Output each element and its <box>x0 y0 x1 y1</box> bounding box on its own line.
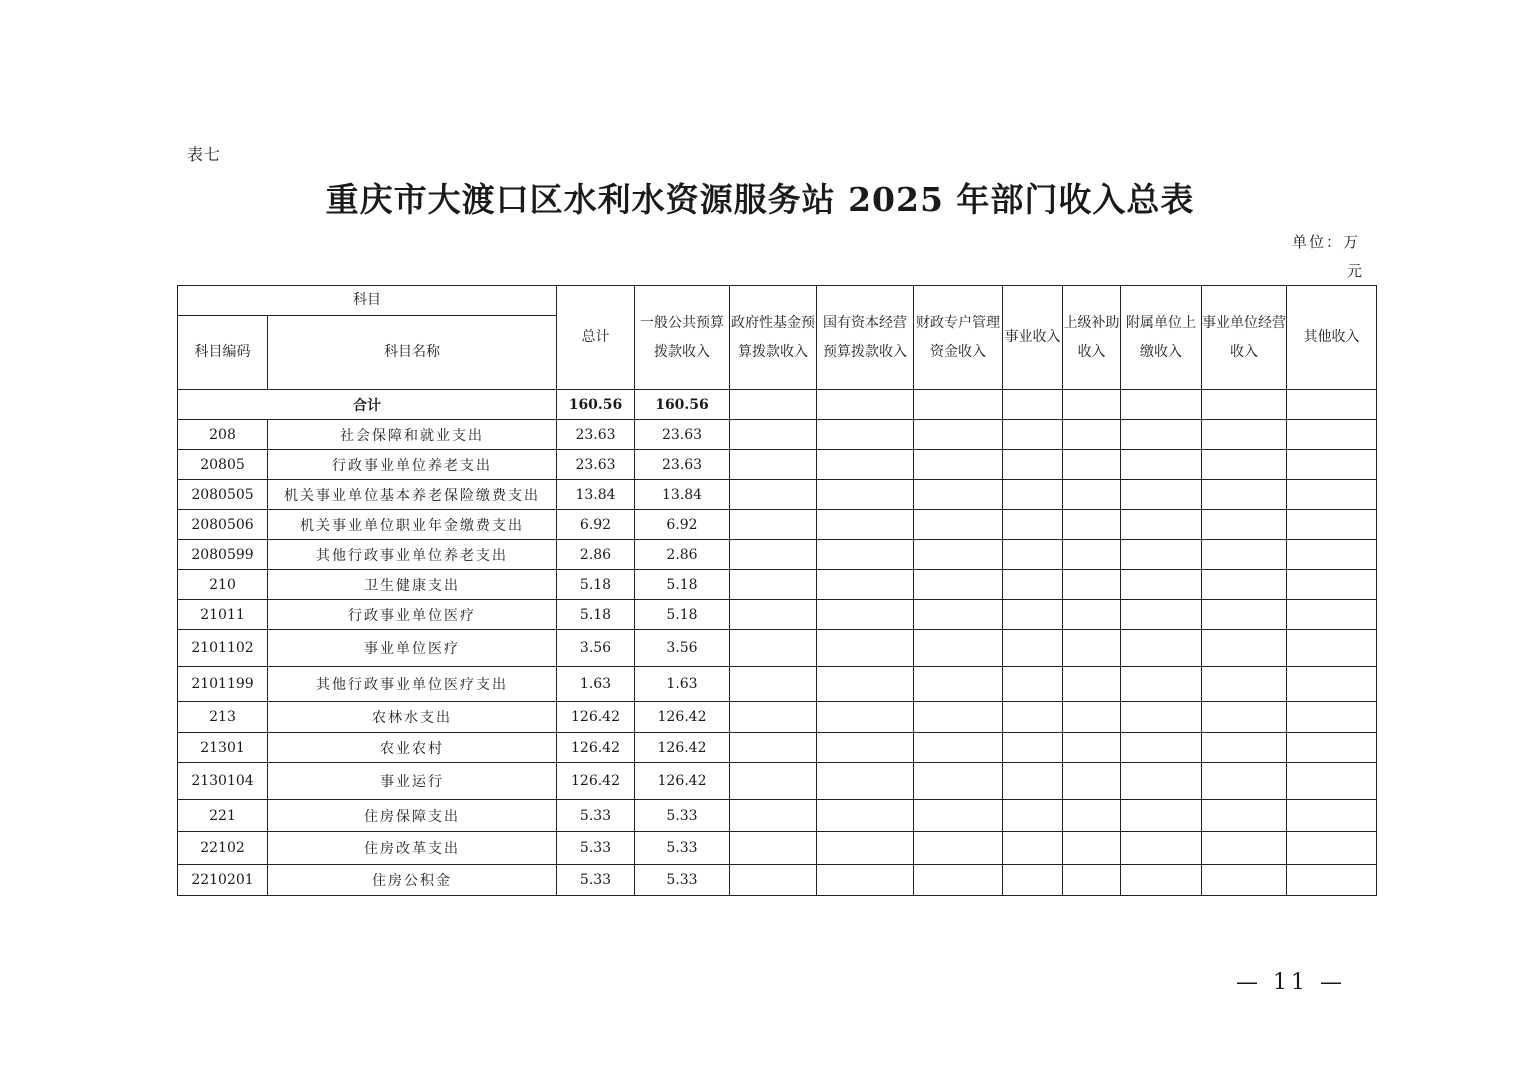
general-budget-cell: 5.33 <box>635 800 730 832</box>
code-cell: 2080599 <box>178 540 268 570</box>
code-cell: 2101199 <box>178 667 268 702</box>
table-row <box>178 763 1377 800</box>
code-cell: 22102 <box>178 832 268 865</box>
code-cell: 21011 <box>178 600 268 630</box>
code-cell: 2101102 <box>178 630 268 667</box>
table-row <box>178 865 1377 896</box>
name-cell: 事业单位医疗 <box>268 630 557 667</box>
name-cell: 其他行政事业单位养老支出 <box>268 540 557 570</box>
general-budget-cell: 5.18 <box>635 570 730 600</box>
general-budget-cell: 3.56 <box>635 630 730 667</box>
header-special-fund: 财政专户管理资金收入 <box>914 286 1003 390</box>
total-label: 合计 <box>178 390 557 420</box>
code-cell: 2210201 <box>178 865 268 896</box>
table-row <box>178 480 1377 510</box>
table-row <box>178 630 1377 667</box>
total-cell: 5.33 <box>557 800 635 832</box>
general-budget-cell: 6.92 <box>635 510 730 540</box>
total-cell: 5.33 <box>557 865 635 896</box>
name-cell: 其他行政事业单位医疗支出 <box>268 667 557 702</box>
header-other: 其他收入 <box>1287 286 1377 390</box>
name-cell: 行政事业单位养老支出 <box>268 450 557 480</box>
general-budget-cell: 126.42 <box>635 702 730 733</box>
total-cell: 5.18 <box>557 570 635 600</box>
name-cell: 住房保障支出 <box>268 800 557 832</box>
table-row <box>178 510 1377 540</box>
total-cell: 13.84 <box>557 480 635 510</box>
table-row <box>178 600 1377 630</box>
name-cell: 社会保障和就业支出 <box>268 420 557 450</box>
table-row <box>178 667 1377 702</box>
header-total: 总计 <box>557 286 635 390</box>
unit-label-line1: 单位：万 <box>1292 233 1361 251</box>
general-budget-cell: 23.63 <box>635 420 730 450</box>
name-cell: 农业农村 <box>268 733 557 763</box>
unit-label <box>1292 228 1372 286</box>
total-cell: 3.56 <box>557 630 635 667</box>
header-business-income: 事业收入 <box>1003 286 1063 390</box>
table-row <box>178 570 1377 600</box>
code-cell: 20805 <box>178 450 268 480</box>
name-cell: 机关事业单位基本养老保险缴费支出 <box>268 480 557 510</box>
header-subject-group: 科目 <box>178 286 557 316</box>
table-row <box>178 540 1377 570</box>
unit-label-line2: 元 <box>1346 262 1364 280</box>
total-cell: 2.86 <box>557 540 635 570</box>
header-state-capital: 国有资本经营预算拨款收入 <box>817 286 914 390</box>
header-name: 科目名称 <box>268 316 557 390</box>
document-title: 重庆市大渡口区水利水资源服务站 2025 年部门收入总表 <box>325 180 1195 219</box>
total-cell: 126.42 <box>557 763 635 800</box>
total-cell: 5.18 <box>557 600 635 630</box>
code-cell: 221 <box>178 800 268 832</box>
general-budget-cell: 5.33 <box>635 832 730 865</box>
total-cell: 126.42 <box>557 733 635 763</box>
total-cell: 23.63 <box>557 450 635 480</box>
name-cell: 农林水支出 <box>268 702 557 733</box>
code-cell: 2080506 <box>178 510 268 540</box>
general-budget-cell: 5.18 <box>635 600 730 630</box>
income-summary-table <box>177 285 1377 896</box>
page-number: — 11 — <box>1236 970 1346 995</box>
header-superior-subsidy: 上级补助收入 <box>1063 286 1121 390</box>
total-cell: 1.63 <box>557 667 635 702</box>
name-cell: 住房公积金 <box>268 865 557 896</box>
header-general-budget: 一般公共预算拨款收入 <box>635 286 730 390</box>
table-row <box>178 450 1377 480</box>
general-budget-cell: 160.56 <box>635 390 730 420</box>
name-cell: 卫生健康支出 <box>268 570 557 600</box>
header-affiliated: 附属单位上缴收入 <box>1121 286 1202 390</box>
general-budget-cell: 1.63 <box>635 667 730 702</box>
table-row <box>178 832 1377 865</box>
name-cell: 机关事业单位职业年金缴费支出 <box>268 510 557 540</box>
table-row <box>178 420 1377 450</box>
total-row <box>178 390 1377 420</box>
total-cell: 23.63 <box>557 420 635 450</box>
code-cell: 208 <box>178 420 268 450</box>
total-cell: 6.92 <box>557 510 635 540</box>
general-budget-cell: 13.84 <box>635 480 730 510</box>
general-budget-cell: 23.63 <box>635 450 730 480</box>
code-cell: 2080505 <box>178 480 268 510</box>
table-row <box>178 800 1377 832</box>
code-cell: 2130104 <box>178 763 268 800</box>
header-gov-fund: 政府性基金预算拨款收入 <box>730 286 817 390</box>
general-budget-cell: 5.33 <box>635 865 730 896</box>
total-cell: 5.33 <box>557 832 635 865</box>
code-cell: 213 <box>178 702 268 733</box>
table-number: 表七 <box>187 145 222 164</box>
header-code: 科目编码 <box>178 316 268 390</box>
total-cell: 126.42 <box>557 702 635 733</box>
table-row <box>178 733 1377 763</box>
name-cell: 事业运行 <box>268 763 557 800</box>
general-budget-cell: 2.86 <box>635 540 730 570</box>
total-cell: 160.56 <box>557 390 635 420</box>
general-budget-cell: 126.42 <box>635 733 730 763</box>
name-cell: 住房改革支出 <box>268 832 557 865</box>
code-cell: 210 <box>178 570 268 600</box>
table-row <box>178 702 1377 733</box>
general-budget-cell: 126.42 <box>635 763 730 800</box>
name-cell: 行政事业单位医疗 <box>268 600 557 630</box>
code-cell: 21301 <box>178 733 268 763</box>
header-operating: 事业单位经营收入 <box>1202 286 1287 390</box>
